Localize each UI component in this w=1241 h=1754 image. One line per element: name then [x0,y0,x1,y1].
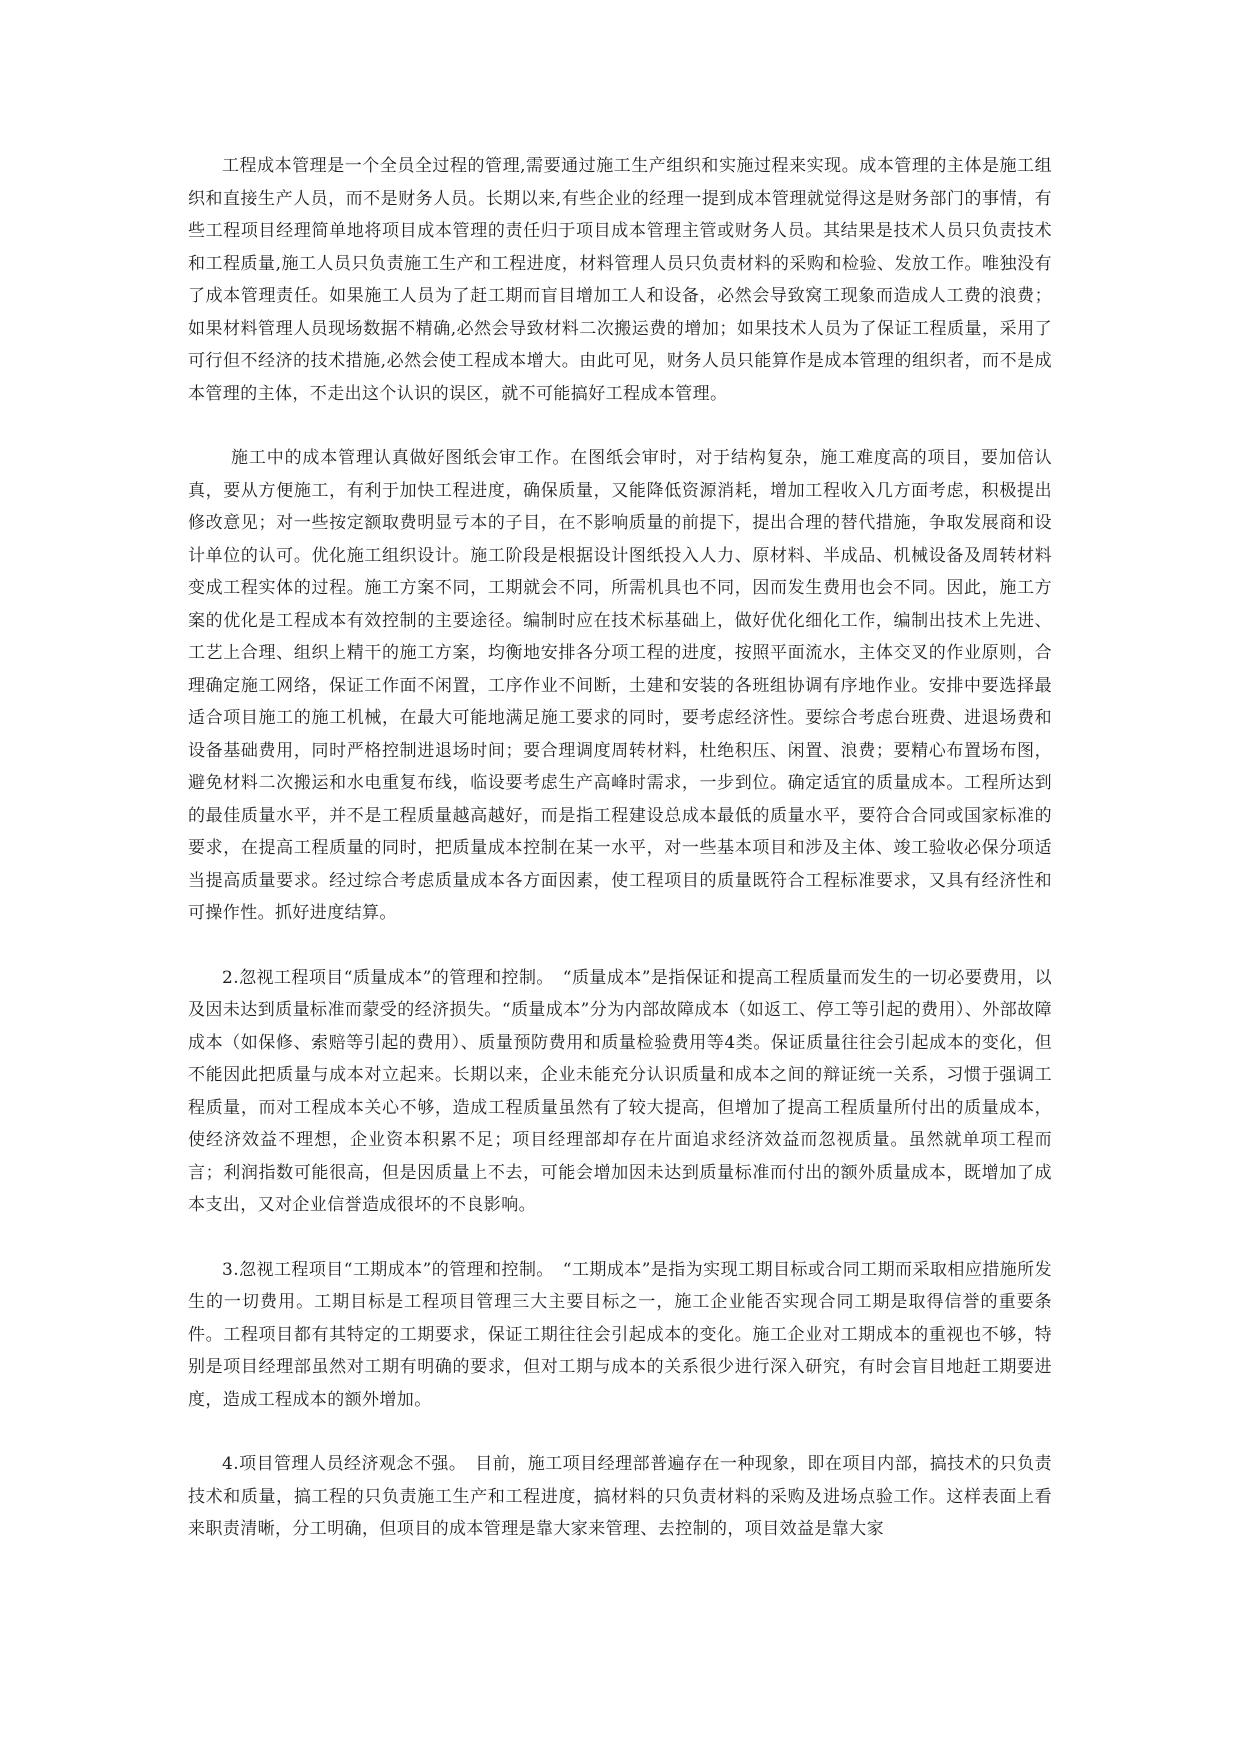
paragraph-cost-management-subject: 工程成本管理是一个全员全过程的管理,需要通过施工生产组织和实施过程来实现。成本管理的主体是施工组织和直接生产人员，而不是财务人员。长期以来,有些企业的经理一提到成本管理就觉得这是财务部门的事情，有些工程项目经理简单地将项目成本管理的责任归于项目成本管理主管或财务人员。其结果是技术人员只负责技术和工程质量,施工人员只负责施工生产和工程进度，材料管理人员只负责材料的采购和检验、发放工作。唯独没有了成本管理责任。如果施工人员为了赶工期而盲目增加工人和设备，必然会导致窝工现象而造成人工费的浪费；如果材料管理人员现场数据不精确,必然会导致材料二次搬运费的增加；如果技术人员为了保证工程质量，采用了可行但不经济的技术措施,必然会使工程成本增大。由此可见，财务人员只能算作是成本管理的组织者，而不是成本管理的主体，不走出这个认识的误区，就不可能搞好工程成本管理。 [188,156,1052,404]
document-body [188,150,1052,1546]
paragraph-schedule-cost: 3.忽视工程项目“工期成本”的管理和控制。 “工期成本”是指为实现工期目标或合同工期而采取相应措施所发生的一切费用。工期目标是工程项目管理三大主要目标之一，施工企业能否实现合同工期是取得信誉的重要条件。工程项目都有其特定的工期要求，保证工期往往会引起成本的变化。施工企业对工期成本的重视也不够，特别是项目经理部虽然对工期有明确的要求，但对工期与成本的关系很少进行深入研究，有时会盲目地赶工期要进度，造成工程成本的额外增加。 [188,1259,1052,1410]
paragraph-economic-awareness: 4.项目管理人员经济观念不强。 目前，施工项目经理部普遍存在一种现象，即在项目内部，搞技术的只负责技术和质量，搞工程的只负责施工生产和工程进度，搞材料的只负责材料的采购及进场点验工作。这样表面上看来职责清晰，分工明确，但项目的成本管理是靠大家来管理、去控制的，项目效益是靠大家 [188,1454,1052,1539]
paragraph-quality-cost: 2.忽视工程项目“质量成本”的管理和控制。 “质量成本”是指保证和提高工程质量而发生的一切必要费用，以及因未达到质量标准而蒙受的经济损失。“质量成本”分为内部故障成本（如返工、停工等引起的费用）、外部故障成本（如保修、索赔等引起的费用）、质量预防费用和质量检验费用等4类。保证质量往往会引起成本的变化，但不能因此把质量与成本对立起来。长期以来，企业未能充分认识质量和成本之间的辩证统一关系，习惯于强调工程质量，而对工程成本关心不够，造成工程质量虽然有了较大提高，但增加了提高工程质量所付出的质量成本，使经济效益不理想，企业资本积累不足；项目经理部却存在片面追求经济效益而忽视质量。虽然就单项工程而言；利润指数可能很高，但是因质量上不去，可能会增加因未达到质量标准而付出的额外质量成本，既增加了成本支出，又对企业信誉造成很坏的不良影响。 [188,967,1052,1215]
paragraph-construction-cost-management: 施工中的成本管理认真做好图纸会审工作。在图纸会审时，对于结构复杂，施工难度高的项目，要加倍认真，要从方便施工，有利于加快工程进度，确保质量，又能降低资源消耗，增加工程收入几方面考虑，积极提出修改意见；对一些按定额取费明显亏本的子目，在不影响质量的前提下，提出合理的替代措施，争取发展商和设计单位的认可。优化施工组织设计。施工阶段是根据设计图纸投入人力、原材料、半成品、机械设备及周转材料变成工程实体的过程。施工方案不同，工期就会不同，所需机具也不同，因而发生费用也会不同。因此，施工方案的优化是工程成本有效控制的主要途径。编制时应在技术标基础上，做好优化细化工作，编制出技术上先进、工艺上合理、组织上精干的施工方案，均衡地安排各分项工程的进度，按照平面流水，主体交叉的作业原则，合理确定施工网络，保证工作面不闲置，工序作业不间断，土建和安装的各班组协调有序地作业。安排中要选择最适合项目施工的施工机械，在最大可能地满足施工要求的同时，要考虑经济性。要综合考虑台班费、进退场费和设备基础费用，同时严格控制进退场时间；要合理调度周转材料，杜绝积压、闲置、浪费；要精心布置场布图，避免材料二次搬运和水电重复布线，临设要考虑生产高峰时需求，一步到位。确定适宜的质量成本。工程所达到的最佳质量水平，并不是工程质量越高越好，而是指工程建设总成本最低的质量水平，要符合合同或国家标准的要求，在提高工程质量的同时，把质量成本控制在某一水平，对一些基本项目和涉及主体、竣工验收必保分项适当提高质量要求。经过综合考虑质量成本各方面因素，使工程项目的质量既符合工程标准要求，又具有经济性和可操作性。抓好进度结算。 [188,448,1052,923]
